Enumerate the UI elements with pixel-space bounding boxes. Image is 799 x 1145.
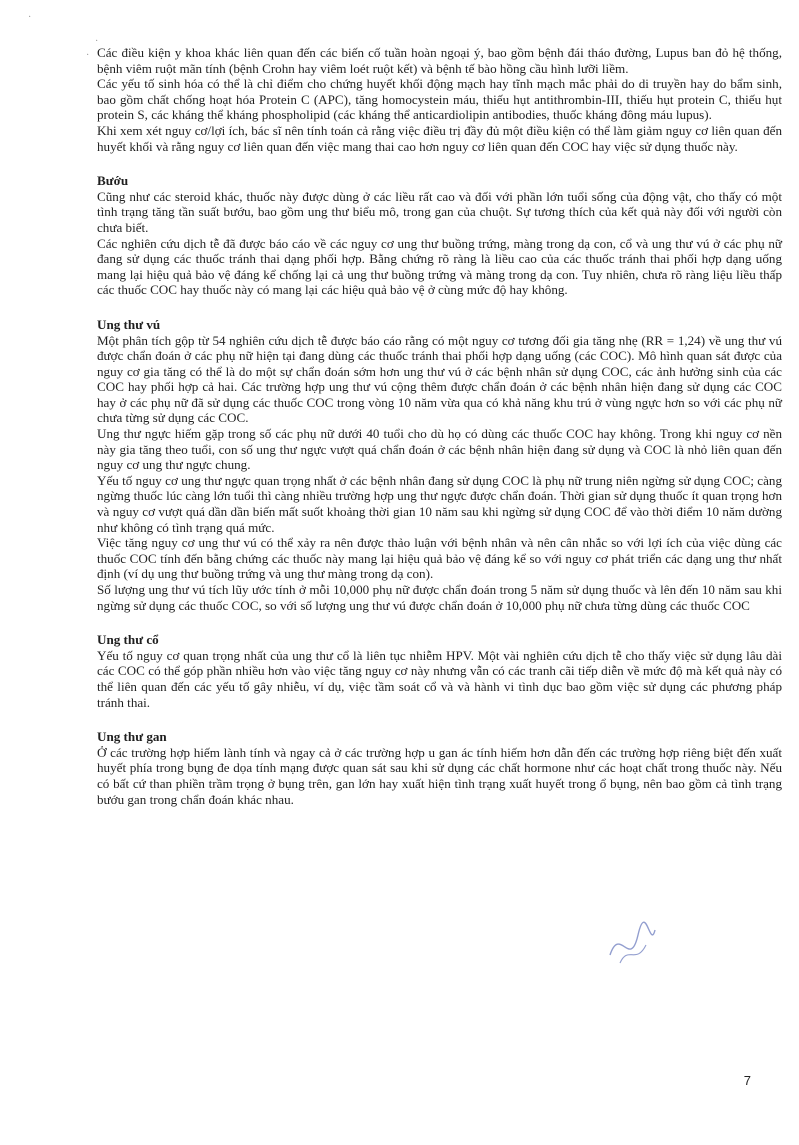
section-heading: Ung thư cổ <box>97 632 159 648</box>
section-paragraph: Số lượng ung thư vú tích lũy ước tính ở mỗi 10,000 phụ nữ được chẩn đoán trong 5 năm sử dụng thuốc và lên đến 10 năm sau khi ngừng sử dụng các thuốc COC, so với số lượng ung thư vú được chẩn đoán ở 10,000 phụ nữ chưa từng dùng các thuốc COC <box>97 582 782 613</box>
section-heading: Ung thư vú <box>97 316 161 332</box>
section-paragraph: Một phân tích gộp từ 54 nghiên cứu dịch tễ được báo cáo rằng có một nguy cơ tương đối gia tăng nhẹ (RR = 1,24) về ung thư vú được chẩn đoán ở các phụ nữ hiện tại đang dùng các thuốc tránh thai phối hợp dạng uống (các COC). Mô hình quan sát được của nguy cơ gia tăng có thể là do một sự chẩn đoán sớm hơn ung thư vú ở các bệnh nhân sử dụng COC, các ảnh hưởng sinh của các COC hay phối hợp cả hai. Các trường hợp ung thư vú cộng thêm được chẩn đoán ở các bệnh nhân hiện đang sử dụng các COC hay ở các phụ nữ đã sử dụng các thuốc COC trong vòng 10 năm vừa qua có khả năng khu trú ở vùng ngực hơn so với các phụ nữ chưa từng sử dụng các COC. <box>97 332 782 426</box>
section-paragraph: Các nghiên cứu dịch tễ đã được báo cáo về các nguy cơ ung thư buồng trứng, màng trong dạ con, cổ và ung thư vú ở các phụ nữ đang sử dụng các thuốc tránh thai dạng phối hợp. Bằng chứng rõ ràng là liều cao của các thuốc tránh thai phối hợp dạng uống mang lại hiệu quả bảo vệ đáng kể chống lại cả ung thư buồng trứng và màng trong dạ con. Tuy nhiên, chưa rõ ràng liệu liều thấp các thuốc COC hay thuốc này có mang lại các hiệu quả bảo vệ ở cùng mức độ hay không. <box>97 235 782 298</box>
section-paragraph: Yếu tố nguy cơ quan trọng nhất của ung thư cổ là liên tục nhiễm HPV. Một vài nghiên cứu dịch tễ cho thấy việc sử dụng lâu dài các COC có thể góp phần nhiều hơn vào việc tăng nguy cơ này nhưng vẫn có các tranh cãi tiếp diễn về mức độ mà kết quả này có thể liên quan đến các yếu tố gây nhiễu, ví dụ, việc tầm soát cổ và và hành vi tình dục bao gồm việc sử dụng các phương pháp tránh thai. <box>97 647 782 710</box>
page-number: 7 <box>743 1073 751 1088</box>
section-paragraph: Ở các trường hợp hiếm lành tính và ngay cả ở các trường hợp u gan ác tính hiếm hơn dẫn đến các trường hợp riêng biệt đến xuất huyết phía trong bụng đe dọa tính mạng được quan sát sau khi sử dụng các chất hormone như các hoạt chất trong thuốc này. Nếu có bất cứ than phiền trầm trọng ở bụng trên, gan lớn hay xuất hiện tình trạng xuất huyết trong ổ bụng, nên bao gồm cả tình trạng bướu gan trong chẩn đoán khác nhau. <box>97 744 782 807</box>
section-paragraph: Việc tăng nguy cơ ung thư vú có thể xảy ra nên được thảo luận với bệnh nhân và nên cân nhắc so với lợi ích của việc dùng các thuốc COC tính đến bằng chứng các thuốc này mang lại hiệu quả bảo vệ đáng kể so với nguy cơ phát triển các dạng ung thư nhất định (ví dụ ung thư buồng trứng và ung thư màng trong dạ con). <box>97 535 782 582</box>
intro-paragraph-1: Các điều kiện y khoa khác liên quan đến các biến cố tuần hoàn ngoại ý, bao gồm bệnh đái tháo đường, Lupus ban đỏ hệ thống, bệnh viêm ruột mãn tính (bệnh Crohn hay viêm loét ruột kết) và bệnh tế bào hồng cầu hình lưỡi liềm. <box>97 45 782 76</box>
intro-paragraph-2: Các yếu tố sinh hóa có thể là chỉ điểm cho chứng huyết khối động mạch hay tĩnh mạch mắc phải do di truyền hay do bẩm sinh, bao gồm chất chống hoạt hóa Protein C (APC), tăng homocystein máu, thiếu hụt antithrombin-III, thiếu hụt protein C, thiếu hụt protein S, các kháng thể kháng phospholipid (các kháng thể anticardiolipin antibodies, thuốc kháng đông máu lupus). <box>97 76 782 123</box>
scan-artifact-dot: · <box>95 36 99 47</box>
document-body <box>97 45 782 807</box>
intro-block <box>97 45 782 154</box>
section-heading: Ung thư gan <box>97 729 167 745</box>
section-buou <box>97 173 782 298</box>
intro-paragraph-3: Khi xem xét nguy cơ/lợi ích, bác sĩ nên tính toán cả rằng việc điều trị đầy đủ một điều kiện có thể làm giảm nguy cơ liên quan đến huyết khối và rằng nguy cơ liên quan đến việc mang thai cao hơn nguy cơ liên quan đến COC hay việc sử dụng thuốc này. <box>97 122 782 154</box>
section-paragraph: Yếu tố nguy cơ ung thư ngực quan trọng nhất ở các bệnh nhân đang sử dụng COC là phụ nữ trung niên ngừng sử dụng COC; càng ngừng thuốc lúc càng lớn tuổi thì càng nhiều trường hợp ung thư ngực được chẩn đoán. Thời gian sử dụng thuốc ít quan trọng hơn và nguy cơ vượt quá dần dần biến mất suốt khoảng thời gian 10 năm sau khi ngừng sử dụng COC để vào thời điểm 10 năm dường như không có tình trạng quá mức. <box>97 472 782 535</box>
section-paragraph: Cũng như các steroid khác, thuốc này được dùng ở các liều rất cao và đối với phần lớn tuổi sống của động vật, cho thấy có một tình trạng tăng tần suất bướu, bao gồm ung thư biểu mô, trong gan của chuột. Sự tương thích của kết quả này đối với người còn chưa biết. <box>97 188 782 235</box>
signature-mark-icon <box>600 915 660 975</box>
section-ung-thu-co <box>97 632 782 710</box>
section-ung-thu-gan <box>97 729 782 807</box>
section-paragraph: Ung thư ngực hiếm gặp trong số các phụ nữ dưới 40 tuổi cho dù họ có dùng các thuốc COC hay không. Trong khi nguy cơ nền này gia tăng theo tuổi, con số ung thư ngực vượt quá chẩn đoán ở các bệnh nhân hiện đang sử dụng và COC là nhỏ liên quan đến nguy cơ ung thư ngực chung. <box>97 426 782 473</box>
section-ung-thu-vu <box>97 317 782 613</box>
section-heading: Bướu <box>97 173 129 189</box>
scan-artifact-dot: · <box>86 50 90 61</box>
scan-artifact-dot: · <box>28 12 32 23</box>
